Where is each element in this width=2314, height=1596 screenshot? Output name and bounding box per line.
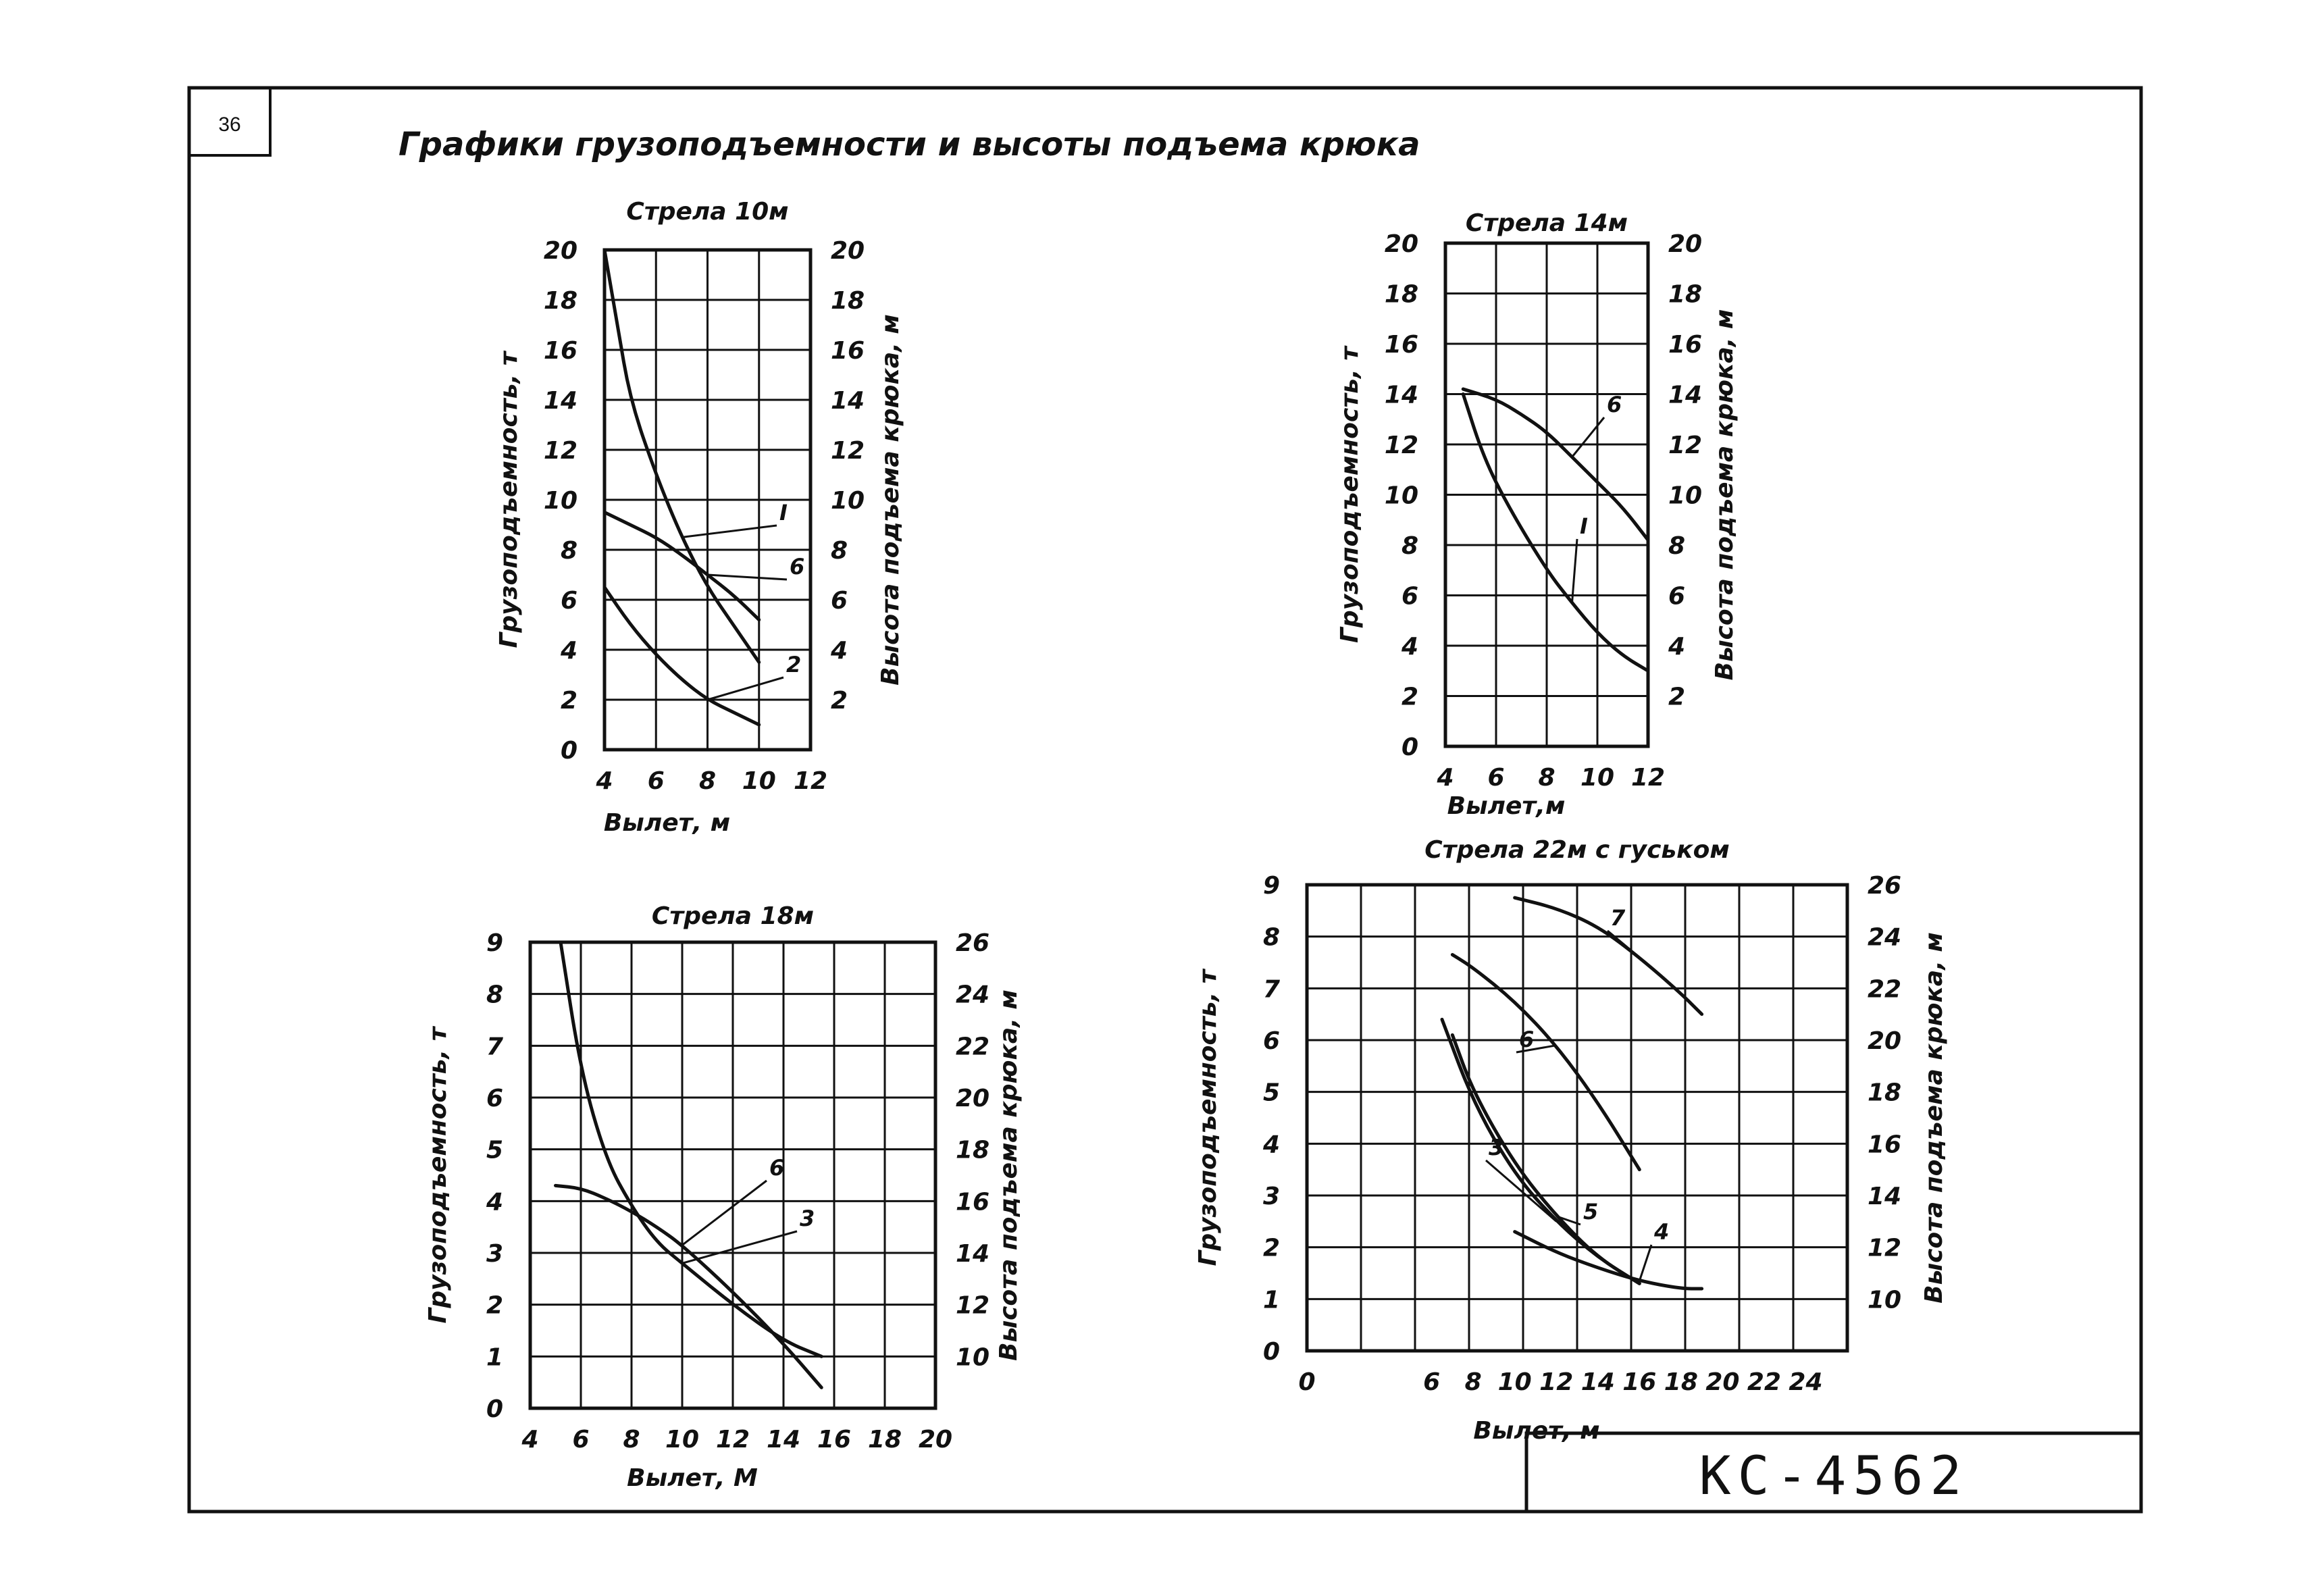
y-tick-label: 7	[1262, 975, 1280, 1004]
y-tick-label: 6	[1401, 582, 1418, 611]
curve-leader-line	[682, 525, 777, 538]
y2-tick-label: 22	[956, 1033, 990, 1061]
y-tick-label: 18	[1384, 280, 1418, 309]
curve-label: 7	[1610, 905, 1626, 931]
x-tick-label: 8	[1538, 764, 1555, 792]
y2-tick-label: 6	[831, 587, 848, 615]
y2-axis-label: Высота подъема крюка, м	[995, 989, 1023, 1361]
y2-axis-label: Высота подъема крюка, м	[1920, 932, 1948, 1304]
y-axis-label: Грузоподъемность, т	[1336, 346, 1364, 644]
x-tick-label: 12	[1539, 1368, 1574, 1396]
chart-title: Стрела 18м	[651, 902, 815, 930]
curve-label: I	[779, 500, 788, 525]
curve-6	[605, 513, 759, 620]
curve-4	[1515, 1232, 1702, 1289]
curve-leader-line	[1608, 931, 1639, 957]
y2-tick-label: 16	[1668, 331, 1703, 359]
y-tick-label: 16	[543, 337, 577, 365]
y-tick-label: 4	[1262, 1131, 1280, 1159]
x-tick-label: 6	[572, 1426, 590, 1453]
y-tick-label: 14	[543, 387, 577, 415]
curve-leader-line	[682, 1181, 767, 1245]
x-tick-label: 4	[1437, 764, 1454, 792]
x-tick-label: 8	[698, 767, 717, 795]
y2-tick-label: 12	[956, 1291, 990, 1320]
x-axis-label: Вылет,м	[1447, 792, 1566, 820]
chart-title: Стрела 14м	[1465, 209, 1628, 237]
curve-leader-line	[708, 677, 784, 700]
y2-tick-label: 22	[1868, 975, 1902, 1004]
x-tick-label: 14	[1580, 1368, 1615, 1396]
y-tick-label: 0	[486, 1395, 503, 1423]
y2-tick-label: 4	[1668, 633, 1686, 661]
curve-leader-line	[1572, 539, 1578, 603]
y-tick-label: 10	[543, 487, 577, 515]
x-tick-label: 10	[742, 767, 776, 795]
y-axis-label: Грузоподъемность, т	[1194, 969, 1222, 1266]
x-tick-label: 6	[1423, 1368, 1441, 1396]
y2-tick-label: 12	[831, 437, 865, 465]
y-tick-label: 18	[543, 287, 577, 315]
y2-tick-label: 10	[1668, 482, 1703, 510]
y2-tick-label: 2	[831, 687, 848, 715]
y-tick-label: 2	[560, 687, 577, 715]
y-axis-label: Грузоподъемность, т	[495, 351, 523, 648]
y-tick-label: 8	[1262, 923, 1280, 952]
y-tick-label: 20	[543, 237, 577, 265]
x-tick-label: 12	[793, 767, 828, 795]
x-tick-label: 6	[1487, 764, 1505, 792]
y2-tick-label: 8	[1668, 532, 1686, 560]
y2-tick-label: 10	[831, 487, 865, 515]
y-tick-label: 2	[486, 1291, 503, 1320]
curve-2	[605, 588, 759, 725]
y2-tick-label: 18	[1868, 1079, 1902, 1107]
x-tick-label: 16	[817, 1426, 852, 1453]
y2-tick-label: 8	[831, 537, 848, 565]
x-tick-label: 14	[766, 1426, 801, 1453]
y-tick-label: 2	[1401, 683, 1418, 711]
y-tick-label: 1	[486, 1343, 503, 1372]
x-tick-label: 10	[665, 1426, 700, 1453]
x-tick-label: 6	[647, 767, 665, 795]
drawing-code: КС-4562	[1699, 1446, 1969, 1507]
x-tick-label: 10	[1497, 1368, 1532, 1396]
y2-tick-label: 18	[956, 1136, 990, 1164]
y-tick-label: 6	[560, 587, 577, 615]
x-axis-label: Вылет, М	[627, 1464, 758, 1492]
y2-tick-label: 24	[956, 981, 990, 1009]
y-tick-label: 2	[1262, 1234, 1280, 1262]
curve-label: 6	[1607, 392, 1622, 417]
y-tick-label: 3	[1262, 1183, 1280, 1210]
y-tick-label: 0	[1401, 733, 1418, 761]
x-tick-label: 22	[1747, 1368, 1781, 1396]
y2-axis-label: Высота подъема крюка, м	[1711, 309, 1739, 681]
x-tick-label: 8	[1464, 1368, 1482, 1396]
x-tick-label: 4	[521, 1426, 539, 1453]
x-tick-label: 18	[867, 1426, 902, 1453]
curve-label: I	[1580, 513, 1588, 539]
y2-tick-label: 6	[1668, 582, 1686, 611]
curve-label: 3	[1489, 1135, 1504, 1160]
y-tick-label: 8	[1401, 532, 1418, 560]
y2-tick-label: 14	[1868, 1183, 1902, 1210]
y-tick-label: 16	[1384, 331, 1418, 359]
curve-leader-line	[1639, 1245, 1651, 1281]
y2-tick-label: 16	[831, 337, 865, 365]
curve-leader-line	[682, 1231, 797, 1263]
curve-label: 6	[769, 1155, 785, 1181]
y2-tick-label: 14	[1668, 381, 1703, 409]
x-tick-label: 20	[918, 1426, 953, 1453]
curve-label: 6	[1519, 1027, 1535, 1052]
y2-tick-label: 20	[956, 1085, 990, 1112]
y2-tick-label: 12	[1668, 432, 1703, 459]
curve-label: 4	[1654, 1219, 1670, 1245]
x-tick-label: 20	[1705, 1368, 1740, 1396]
y-tick-label: 4	[1401, 633, 1418, 661]
y2-tick-label: 14	[956, 1240, 990, 1268]
y-tick-label: 3	[486, 1240, 503, 1268]
y-tick-label: 0	[1262, 1338, 1280, 1366]
y-tick-label: 12	[1384, 432, 1418, 459]
y2-tick-label: 18	[1668, 280, 1703, 309]
y2-tick-label: 10	[956, 1343, 990, 1372]
y2-tick-label: 18	[831, 287, 865, 315]
y-axis-label: Грузоподъемность, т	[424, 1027, 452, 1324]
x-tick-label: 12	[1630, 764, 1666, 792]
curve-I	[1463, 394, 1648, 671]
curve-label: 5	[1583, 1199, 1599, 1225]
y-tick-label: 14	[1384, 381, 1418, 409]
y-tick-label: 7	[486, 1033, 503, 1061]
y2-tick-label: 26	[1868, 872, 1902, 900]
curve-7	[1515, 898, 1702, 1014]
y-tick-label: 12	[543, 437, 577, 465]
y-tick-label: 5	[1262, 1079, 1280, 1107]
curve-label: 2	[786, 652, 802, 677]
y-tick-label: 0	[560, 737, 577, 765]
curve-leader-line	[1572, 417, 1605, 457]
x-tick-label: 4	[596, 767, 613, 795]
y-tick-label: 20	[1384, 230, 1418, 258]
y-tick-label: 4	[560, 637, 577, 665]
x-axis-label: Вылет, м	[603, 809, 731, 837]
x-tick-label: 8	[623, 1426, 640, 1453]
curve-label: 3	[800, 1206, 815, 1231]
y2-tick-label: 26	[956, 929, 990, 957]
y2-tick-label: 12	[1868, 1234, 1902, 1262]
y2-tick-label: 16	[956, 1188, 990, 1216]
x-tick-label: 10	[1580, 764, 1615, 792]
x-tick-label: 18	[1664, 1368, 1698, 1396]
x-axis-label: Вылет, м	[1473, 1417, 1600, 1445]
y-tick-label: 5	[486, 1136, 503, 1164]
y-tick-label: 8	[560, 537, 577, 565]
curve-label: 6	[790, 554, 805, 580]
y2-tick-label: 4	[831, 637, 848, 665]
y2-tick-label: 20	[1868, 1027, 1902, 1055]
chart-boom-22m	[1194, 836, 1948, 1445]
y-tick-label: 9	[1262, 872, 1280, 900]
y2-tick-label: 24	[1868, 923, 1902, 952]
curve-6	[1452, 955, 1639, 1170]
y-tick-label: 4	[486, 1188, 503, 1216]
chart-boom-10m	[495, 198, 904, 837]
chart-boom-14m	[1336, 209, 1739, 820]
y-tick-label: 1	[1262, 1286, 1280, 1314]
y2-tick-label: 20	[1668, 230, 1703, 258]
y2-tick-label: 20	[831, 237, 865, 265]
y-tick-label: 8	[486, 981, 503, 1009]
curve-leader-line	[708, 575, 788, 580]
y-tick-label: 10	[1384, 482, 1418, 510]
y-tick-label: 6	[1262, 1027, 1280, 1055]
y2-axis-label: Высота подъема крюка, м	[877, 314, 904, 686]
chart-title: Стрела 22м с гуськом	[1424, 836, 1730, 864]
x-tick-label: 12	[715, 1426, 750, 1453]
x-tick-label: 16	[1622, 1368, 1657, 1396]
y2-tick-label: 14	[831, 387, 865, 415]
y2-tick-label: 2	[1668, 683, 1686, 711]
page-title: Графики грузоподъемности и высоты подъема крюка	[398, 126, 1420, 163]
chart-boom-18m	[424, 902, 1023, 1492]
chart-title: Стрела 10м	[626, 198, 789, 226]
y2-tick-label: 10	[1868, 1286, 1902, 1314]
y2-tick-label: 16	[1868, 1131, 1902, 1159]
x-tick-label: 0	[1298, 1368, 1316, 1396]
x-tick-label: 24	[1789, 1368, 1823, 1396]
y-tick-label: 6	[486, 1085, 503, 1112]
page-number: 36	[218, 113, 241, 136]
y-tick-label: 9	[486, 929, 503, 957]
